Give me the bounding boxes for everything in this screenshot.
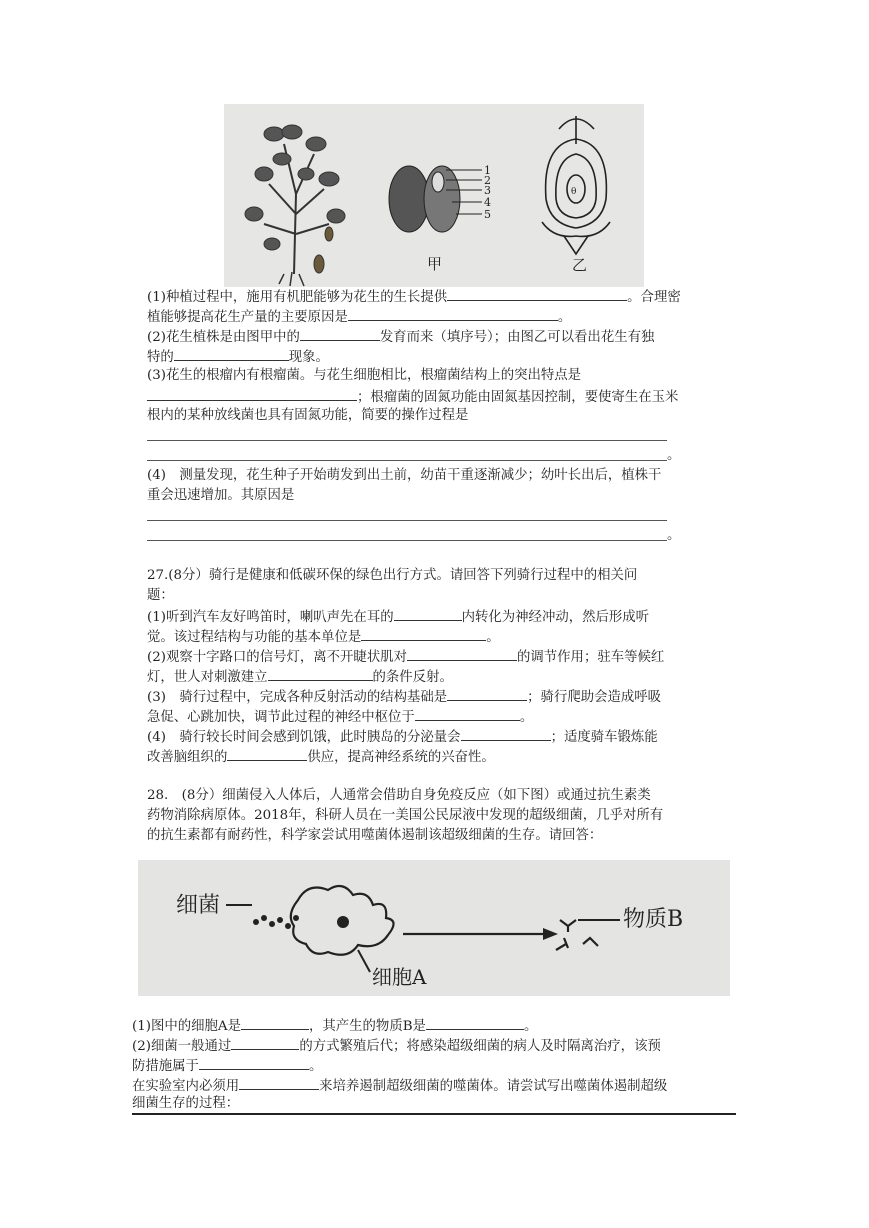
blank-input[interactable]	[447, 287, 627, 301]
q26-line-11: 重会迅速增加。其原因是	[147, 488, 295, 503]
q27-line-7: (3) 骑行过程中，完成各种反射活动的结构基础是 ；骑行爬助会造成呼吸	[147, 687, 661, 707]
peanut-seed-drawing	[389, 166, 482, 232]
q28-answer-2: (2)细菌一般通过 的方式繁殖后代；将感染超级细菌的病人及时隔离治疗，该预	[132, 1036, 661, 1056]
q27-line-5: (2)观察十字路口的信号灯，离不开睫状肌对 的调节作用；驻车等候红	[147, 647, 664, 667]
q28-answer-1: (1)图中的细胞A是 ，其产生的物质B是 。	[132, 1016, 537, 1036]
blank-input[interactable]	[300, 327, 380, 341]
label-jia: 甲	[427, 255, 443, 273]
seed-part-2: 2	[484, 174, 491, 187]
blank-input[interactable]	[461, 727, 551, 741]
blank-input[interactable]	[415, 707, 520, 721]
peanut-plant-drawing	[245, 125, 345, 286]
q27-line-10: 改善脑组织的 供应，提高神经系统的兴奋性。	[147, 747, 495, 767]
q26-line-4: 特的 现象。	[147, 347, 329, 367]
q26-line-6: ；根瘤菌的固氮功能由固氮基因控制，要使寄生在玉米	[147, 387, 678, 407]
seed-part-4: 4	[484, 196, 491, 209]
blank-input[interactable]	[447, 687, 527, 701]
blank-input[interactable]	[199, 1056, 309, 1070]
label-cell-a: 细胞A	[372, 965, 427, 989]
seed-part-1: 1	[484, 164, 491, 177]
answer-line[interactable]	[147, 520, 667, 521]
q26-line-2: 植能够提高花生产量的主要原因是 。	[147, 307, 571, 327]
q27-line-2: 题：	[147, 588, 174, 603]
blank-input[interactable]	[241, 1016, 309, 1030]
q28-line-1: 28. (8分）细菌侵入人体后，人通常会借助自身免疫反应（如下图）或通过抗生素类	[147, 788, 651, 803]
blank-input[interactable]	[231, 1036, 299, 1050]
answer-line[interactable]	[147, 540, 667, 541]
figure-peanut	[224, 104, 644, 287]
q28-line-2: 药物消除病原体。2018年，科研人员在一美国公民尿液中发现的超级细菌，几乎对所有	[147, 808, 664, 823]
antibody-drawing	[556, 920, 598, 950]
q26-line-5: (3)花生的根瘤内有根瘤菌。与花生细胞相比，根瘤菌结构上的突出特点是	[147, 368, 582, 383]
blank-input[interactable]	[348, 307, 558, 321]
label-substance-b: 物质B	[623, 907, 684, 932]
blank-input[interactable]	[407, 647, 517, 661]
q28-answer-3: 防措施属于 。	[132, 1056, 322, 1076]
peanut-flower-drawing	[542, 116, 610, 254]
blank-input[interactable]	[361, 627, 486, 641]
answer-line[interactable]	[147, 440, 667, 441]
label-bacteria: 细菌	[176, 893, 221, 918]
blank-input[interactable]	[394, 607, 462, 621]
q28-line-3: 的抗生素都有耐药性，科学家尝试用噬菌体遏制该超级细菌的生存。请回答：	[147, 828, 603, 843]
label-yi: 乙	[572, 256, 588, 274]
blank-input[interactable]	[174, 347, 289, 361]
q27-line-9: (4) 骑行较长时间会感到饥饿，此时胰岛的分泌量会 ；适度骑车锻炼能	[147, 727, 658, 747]
blank-input[interactable]	[147, 387, 357, 401]
seed-part-5: 5	[484, 208, 491, 221]
q27-line-4: 觉。该过程结构与功能的基本单位是 。	[147, 627, 500, 647]
blank-input[interactable]	[268, 667, 373, 681]
blank-input[interactable]	[227, 747, 307, 761]
blank-input[interactable]	[426, 1016, 524, 1030]
blank-input[interactable]	[239, 1076, 319, 1090]
q27-line-6: 灯，世人对刺激建立 的条件反射。	[147, 667, 453, 687]
q26-line-7: 根内的某种放线菌也具有固氮功能，简要的操作过程是	[147, 408, 469, 423]
q26-line-1: (1)种植过程中，施用有机肥能够为花生的生长提供 。合理密	[147, 287, 681, 307]
answer-line[interactable]	[147, 460, 667, 461]
peanut-figure-drawing	[224, 104, 644, 287]
seed-part-3: 3	[484, 184, 491, 197]
q26-line-3: (2)花生植株是由图甲中的 发育而来（填序号）；由图乙可以看出花生有独	[147, 327, 654, 347]
immune-figure-drawing	[138, 860, 730, 996]
q28-answer-5: 细菌生存的过程：	[132, 1096, 240, 1111]
answer-line[interactable]	[132, 1113, 736, 1115]
figure-immune-response	[138, 860, 730, 996]
period: 。	[667, 528, 681, 543]
q26-line-10: (4) 测量发现，花生种子开始萌发到出土前，幼苗干重逐渐减少；幼叶长出后，植株干	[147, 468, 662, 483]
flower-theta: θ	[571, 187, 577, 197]
q28-answer-4: 在实验室内必须用 来培养遏制超级细菌的噬菌体。请尝试写出噬菌体遏制超级	[132, 1076, 667, 1096]
q27-line-1: 27.(8分）骑行是健康和低碳环保的绿色出行方式。请回答下列骑行过程中的相关问	[147, 568, 638, 583]
arrow-head	[543, 928, 558, 940]
q27-line-8: 急促、心跳加快，调节此过程的神经中枢位于 。	[147, 707, 533, 727]
period: 。	[667, 448, 681, 463]
q27-line-3: (1)听到汽车友好鸣笛时，喇叭声先在耳的 内转化为神经冲动，然后形成听	[147, 607, 649, 627]
